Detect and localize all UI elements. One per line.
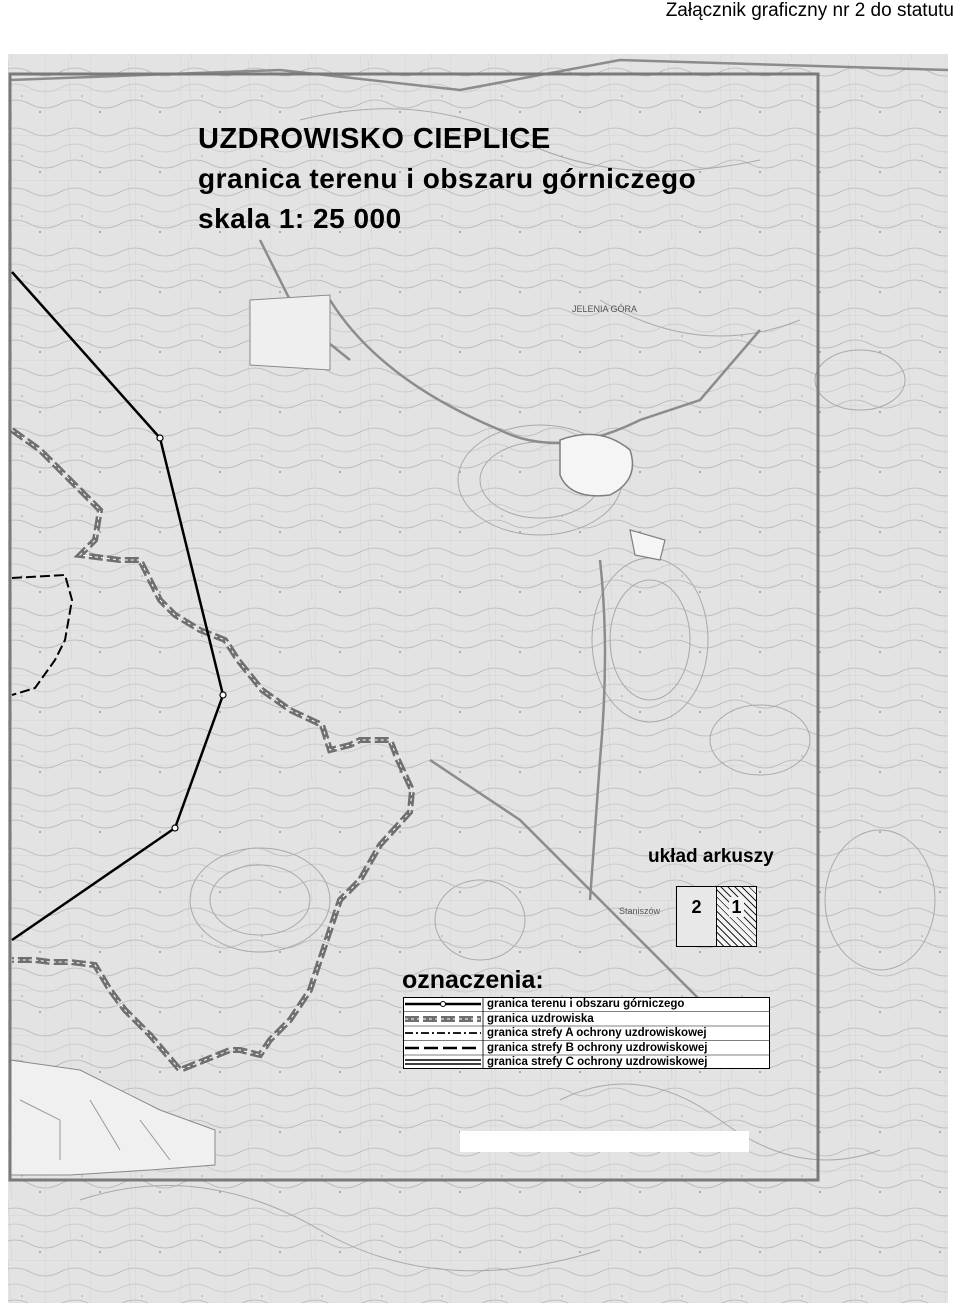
- blank-label-box: [460, 1131, 749, 1152]
- legend-item-zone-c: [403, 1055, 707, 1069]
- legend-symbol-zone-b: [403, 1041, 483, 1055]
- legend-label-mining-area: granica terenu i obszaru górniczego: [487, 998, 685, 1010]
- sheet-label-1: 1: [731, 897, 742, 917]
- map-title: UZDROWISKO CIEPLICE: [198, 123, 551, 155]
- document-header-note: Załącznik graficzny nr 2 do statutu: [665, 0, 954, 21]
- legend-symbol-mining-area: [403, 997, 483, 1011]
- map-scale: skala 1: 25 000: [198, 203, 402, 234]
- legend-symbol-zone-a: [403, 1026, 483, 1040]
- map-subtitle: granica terenu i obszaru górniczego: [198, 163, 697, 194]
- legend: [403, 997, 770, 1069]
- lake: [560, 434, 633, 495]
- urban-area-north: [250, 295, 330, 370]
- place-label-jelenia-gora: JELENIA GÓRA: [572, 304, 638, 314]
- sheet-cell-2: [676, 886, 717, 947]
- place-label-staniszow: Staniszów: [619, 906, 661, 916]
- legend-item-spa: [403, 1012, 594, 1026]
- legend-symbol-spa: [403, 1012, 483, 1026]
- legend-label-spa: granica uzdrowiska: [487, 1012, 594, 1025]
- legend-item-zone-a: [403, 1026, 707, 1040]
- sheet-label-2: 2: [691, 897, 702, 917]
- legend-item-zone-b: [403, 1041, 707, 1055]
- legend-item-mining-area: [403, 997, 684, 1011]
- legend-label-zone-c: granica strefy C ochrony uzdrowiskowej: [487, 1056, 708, 1068]
- legend-title: oznaczenia:: [402, 966, 544, 994]
- sheet-cell-1-current: [716, 886, 757, 947]
- legend-label-zone-a: granica strefy A ochrony uzdrowiskowej: [487, 1027, 707, 1039]
- legend-label-zone-b: granica strefy B ochrony uzdrowiskowej: [487, 1041, 708, 1054]
- legend-symbol-zone-c: [403, 1055, 483, 1069]
- sheet-index-title: układ arkuszy: [648, 846, 774, 867]
